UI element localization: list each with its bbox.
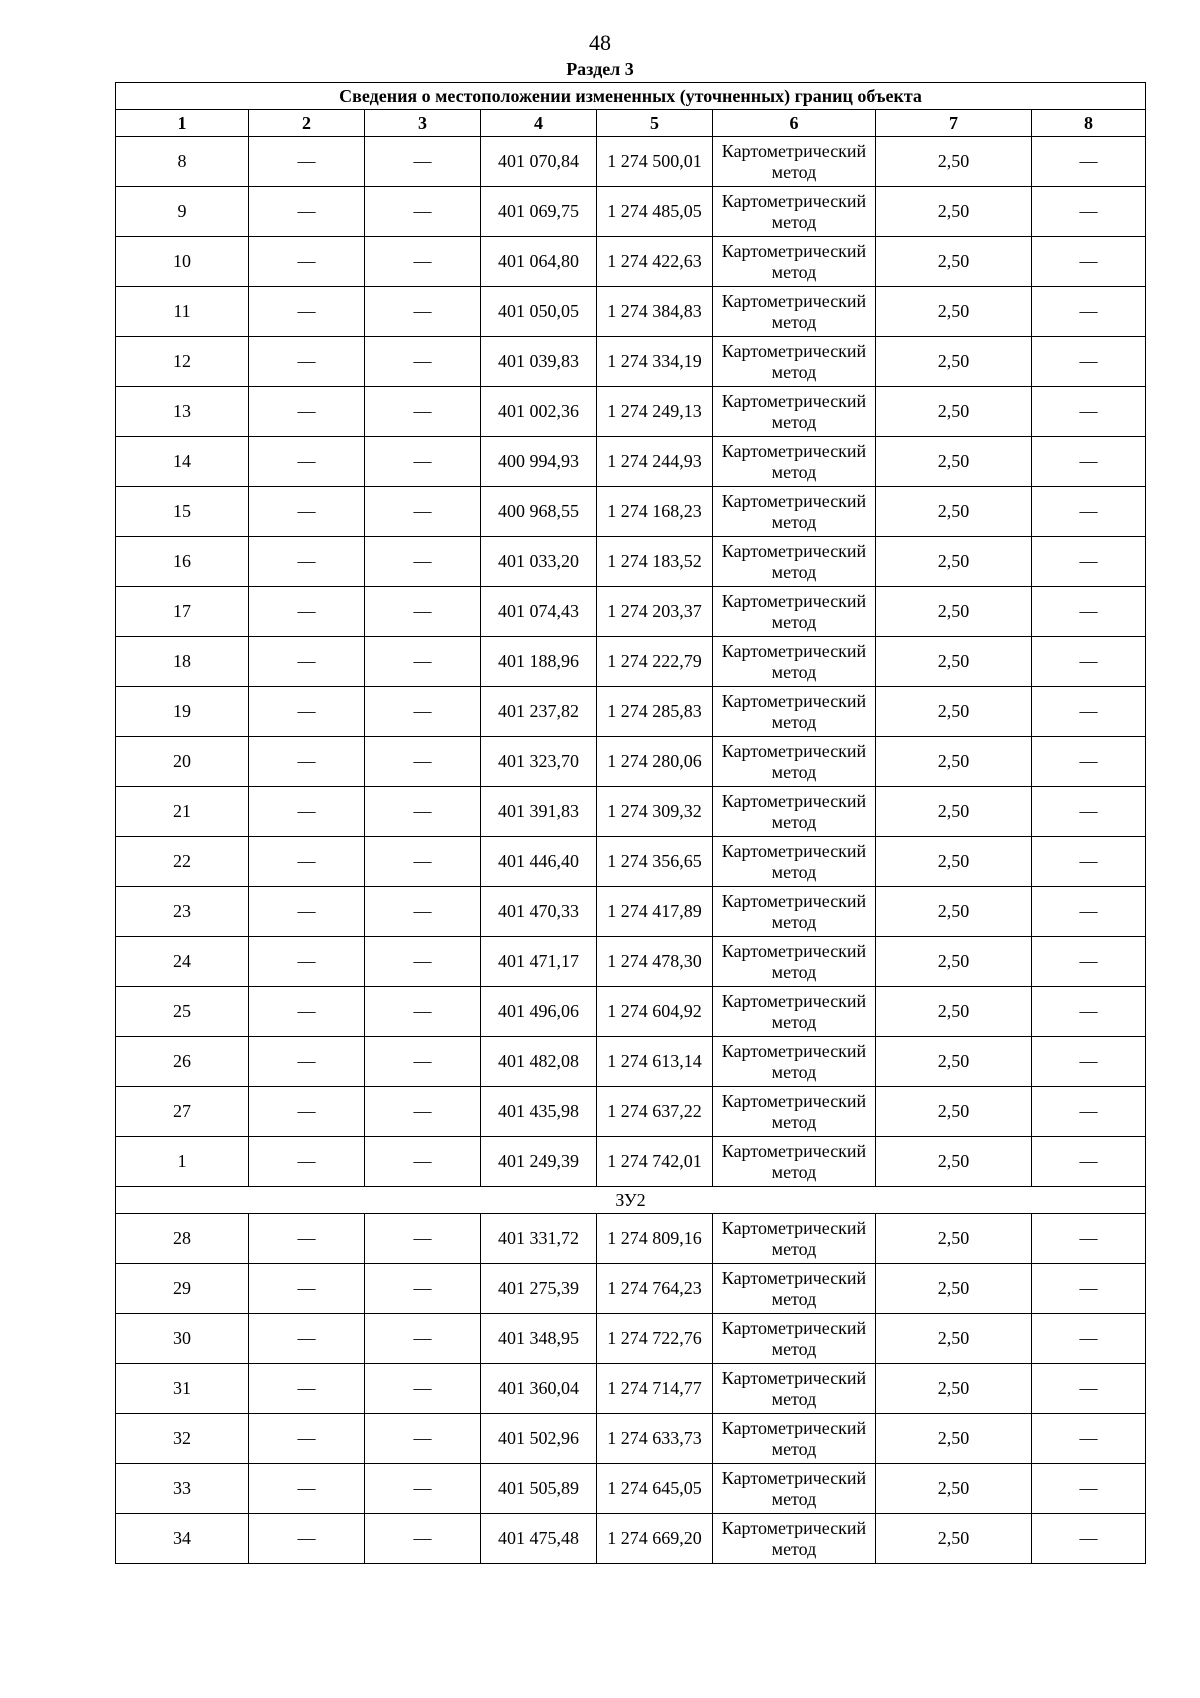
table-body [116,137,1146,1564]
section-title: Раздел 3 [566,59,634,79]
column-number: 4 [481,110,597,137]
col3-cell: — [365,1314,481,1364]
method-cell: Картометрический метод [713,587,876,637]
y-coordinate-cell: 1 274 764,23 [597,1264,713,1314]
col2-cell: — [249,787,365,837]
col8-cell: — [1032,437,1146,487]
method-cell: Картометрический метод [713,1464,876,1514]
col8-cell: — [1032,737,1146,787]
col8-cell: — [1032,1087,1146,1137]
y-coordinate-cell: 1 274 280,06 [597,737,713,787]
method-cell: Картометрический метод [713,387,876,437]
point-number-cell: 26 [116,1037,249,1087]
col3-cell: — [365,687,481,737]
group-header-row [116,1187,1146,1214]
table-row [116,787,1146,837]
x-coordinate-cell: 401 496,06 [481,987,597,1037]
table-row [116,137,1146,187]
point-number-cell: 12 [116,337,249,387]
point-number-cell: 14 [116,437,249,487]
x-coordinate-cell: 401 471,17 [481,937,597,987]
accuracy-cell: 2,50 [876,1464,1032,1514]
column-number: 5 [597,110,713,137]
col8-cell: — [1032,1137,1146,1187]
x-coordinate-cell: 401 482,08 [481,1037,597,1087]
method-cell: Картометрический метод [713,687,876,737]
accuracy-cell: 2,50 [876,1414,1032,1464]
col2-cell: — [249,937,365,987]
method-cell: Картометрический метод [713,937,876,987]
col8-cell: — [1032,887,1146,937]
table-row [116,737,1146,787]
col3-cell: — [365,1214,481,1264]
point-number-cell: 23 [116,887,249,937]
x-coordinate-cell: 401 435,98 [481,1087,597,1137]
col3-cell: — [365,187,481,237]
y-coordinate-cell: 1 274 244,93 [597,437,713,487]
x-coordinate-cell: 401 249,39 [481,1137,597,1187]
method-cell: Картометрический метод [713,187,876,237]
col3-cell: — [365,1414,481,1464]
method-cell: Картометрический метод [713,787,876,837]
col2-cell: — [249,1264,365,1314]
table-row [116,1314,1146,1364]
y-coordinate-cell: 1 274 356,65 [597,837,713,887]
point-number-cell: 19 [116,687,249,737]
point-number-cell: 22 [116,837,249,887]
col2-cell: — [249,487,365,537]
col8-cell: — [1032,687,1146,737]
accuracy-cell: 2,50 [876,137,1032,187]
method-cell: Картометрический метод [713,1314,876,1364]
x-coordinate-cell: 400 968,55 [481,487,597,537]
y-coordinate-cell: 1 274 309,32 [597,787,713,837]
table-row [116,837,1146,887]
col2-cell: — [249,1087,365,1137]
col3-cell: — [365,487,481,537]
y-coordinate-cell: 1 274 384,83 [597,287,713,337]
x-coordinate-cell: 401 275,39 [481,1264,597,1314]
accuracy-cell: 2,50 [876,287,1032,337]
accuracy-cell: 2,50 [876,787,1032,837]
accuracy-cell: 2,50 [876,337,1032,387]
col3-cell: — [365,287,481,337]
accuracy-cell: 2,50 [876,587,1032,637]
y-coordinate-cell: 1 274 714,77 [597,1364,713,1414]
x-coordinate-cell: 401 039,83 [481,337,597,387]
y-coordinate-cell: 1 274 222,79 [597,637,713,687]
table-row [116,1264,1146,1314]
col3-cell: — [365,937,481,987]
col2-cell: — [249,1137,365,1187]
y-coordinate-cell: 1 274 203,37 [597,587,713,637]
col8-cell: — [1032,1514,1146,1564]
y-coordinate-cell: 1 274 669,20 [597,1514,713,1564]
col8-cell: — [1032,1464,1146,1514]
table-caption: Сведения о местоположении измененных (уточненных) границ объекта [116,83,1146,110]
accuracy-cell: 2,50 [876,1087,1032,1137]
table-row [116,537,1146,587]
method-cell: Картометрический метод [713,1137,876,1187]
accuracy-cell: 2,50 [876,1364,1032,1414]
col2-cell: — [249,987,365,1037]
table-row [116,337,1146,387]
col8-cell: — [1032,537,1146,587]
accuracy-cell: 2,50 [876,837,1032,887]
col3-cell: — [365,1037,481,1087]
point-number-cell: 33 [116,1464,249,1514]
method-cell: Картометрический метод [713,237,876,287]
x-coordinate-cell: 401 074,43 [481,587,597,637]
x-coordinate-cell: 401 237,82 [481,687,597,737]
accuracy-cell: 2,50 [876,1214,1032,1264]
x-coordinate-cell: 401 348,95 [481,1314,597,1364]
method-cell: Картометрический метод [713,1514,876,1564]
method-cell: Картометрический метод [713,837,876,887]
col8-cell: — [1032,287,1146,337]
col3-cell: — [365,887,481,937]
point-number-cell: 31 [116,1364,249,1414]
col8-cell: — [1032,837,1146,887]
point-number-cell: 17 [116,587,249,637]
y-coordinate-cell: 1 274 633,73 [597,1414,713,1464]
column-number: 3 [365,110,481,137]
col2-cell: — [249,287,365,337]
accuracy-cell: 2,50 [876,737,1032,787]
col3-cell: — [365,1087,481,1137]
table-row [116,937,1146,987]
y-coordinate-cell: 1 274 645,05 [597,1464,713,1514]
col2-cell: — [249,437,365,487]
x-coordinate-cell: 401 446,40 [481,837,597,887]
y-coordinate-cell: 1 274 809,16 [597,1214,713,1264]
col3-cell: — [365,787,481,837]
col8-cell: — [1032,1364,1146,1414]
method-cell: Картометрический метод [713,537,876,587]
y-coordinate-cell: 1 274 722,76 [597,1314,713,1364]
col2-cell: — [249,1514,365,1564]
col8-cell: — [1032,337,1146,387]
method-cell: Картометрический метод [713,987,876,1037]
table-row [116,237,1146,287]
x-coordinate-cell: 401 033,20 [481,537,597,587]
col2-cell: — [249,587,365,637]
col8-cell: — [1032,387,1146,437]
table-row [116,1514,1146,1564]
accuracy-cell: 2,50 [876,1137,1032,1187]
col2-cell: — [249,837,365,887]
col8-cell: — [1032,1264,1146,1314]
method-cell: Картометрический метод [713,337,876,387]
col3-cell: — [365,137,481,187]
point-number-cell: 11 [116,287,249,337]
y-coordinate-cell: 1 274 613,14 [597,1037,713,1087]
col2-cell: — [249,737,365,787]
point-number-cell: 28 [116,1214,249,1264]
table-row [116,287,1146,337]
point-number-cell: 9 [116,187,249,237]
col2-cell: — [249,537,365,587]
col8-cell: — [1032,637,1146,687]
col2-cell: — [249,1037,365,1087]
method-cell: Картометрический метод [713,1364,876,1414]
point-number-cell: 27 [116,1087,249,1137]
y-coordinate-cell: 1 274 485,05 [597,187,713,237]
col8-cell: — [1032,1414,1146,1464]
group-label: ЗУ2 [116,1187,1146,1214]
point-number-cell: 1 [116,1137,249,1187]
method-cell: Картометрический метод [713,137,876,187]
col3-cell: — [365,737,481,787]
accuracy-cell: 2,50 [876,937,1032,987]
x-coordinate-cell: 401 505,89 [481,1464,597,1514]
method-cell: Картометрический метод [713,1264,876,1314]
method-cell: Картометрический метод [713,437,876,487]
col2-cell: — [249,1364,365,1414]
table-row [116,687,1146,737]
col2-cell: — [249,387,365,437]
accuracy-cell: 2,50 [876,1264,1032,1314]
point-number-cell: 8 [116,137,249,187]
y-coordinate-cell: 1 274 637,22 [597,1087,713,1137]
col3-cell: — [365,237,481,287]
col2-cell: — [249,237,365,287]
column-number: 1 [116,110,249,137]
column-number: 6 [713,110,876,137]
accuracy-cell: 2,50 [876,637,1032,687]
method-cell: Картометрический метод [713,1414,876,1464]
col8-cell: — [1032,1214,1146,1264]
col3-cell: — [365,537,481,587]
table-row [116,887,1146,937]
point-number-cell: 21 [116,787,249,837]
point-number-cell: 34 [116,1514,249,1564]
table-row [116,1414,1146,1464]
x-coordinate-cell: 401 323,70 [481,737,597,787]
col3-cell: — [365,1364,481,1414]
y-coordinate-cell: 1 274 500,01 [597,137,713,187]
accuracy-cell: 2,50 [876,1514,1032,1564]
y-coordinate-cell: 1 274 285,83 [597,687,713,737]
column-number: 2 [249,110,365,137]
col3-cell: — [365,837,481,887]
col2-cell: — [249,637,365,687]
col8-cell: — [1032,987,1146,1037]
col2-cell: — [249,337,365,387]
accuracy-cell: 2,50 [876,1314,1032,1364]
accuracy-cell: 2,50 [876,387,1032,437]
col3-cell: — [365,1464,481,1514]
y-coordinate-cell: 1 274 249,13 [597,387,713,437]
x-coordinate-cell: 401 070,84 [481,137,597,187]
col8-cell: — [1032,237,1146,287]
table-row [116,437,1146,487]
col2-cell: — [249,187,365,237]
col8-cell: — [1032,137,1146,187]
method-cell: Картометрический метод [713,287,876,337]
method-cell: Картометрический метод [713,887,876,937]
col3-cell: — [365,387,481,437]
accuracy-cell: 2,50 [876,187,1032,237]
col8-cell: — [1032,787,1146,837]
col3-cell: — [365,637,481,687]
point-number-cell: 10 [116,237,249,287]
col3-cell: — [365,337,481,387]
point-number-cell: 15 [116,487,249,537]
accuracy-cell: 2,50 [876,687,1032,737]
x-coordinate-cell: 401 470,33 [481,887,597,937]
col2-cell: — [249,137,365,187]
method-cell: Картометрический метод [713,737,876,787]
col3-cell: — [365,437,481,487]
col2-cell: — [249,1414,365,1464]
accuracy-cell: 2,50 [876,987,1032,1037]
x-coordinate-cell: 401 064,80 [481,237,597,287]
col2-cell: — [249,1214,365,1264]
x-coordinate-cell: 401 391,83 [481,787,597,837]
accuracy-cell: 2,50 [876,1037,1032,1087]
point-number-cell: 16 [116,537,249,587]
table-row [116,1087,1146,1137]
table-row [116,1464,1146,1514]
col2-cell: — [249,1314,365,1364]
col8-cell: — [1032,587,1146,637]
x-coordinate-cell: 401 069,75 [481,187,597,237]
col2-cell: — [249,1464,365,1514]
accuracy-cell: 2,50 [876,487,1032,537]
column-number: 8 [1032,110,1146,137]
col8-cell: — [1032,937,1146,987]
col3-cell: — [365,987,481,1037]
x-coordinate-cell: 400 994,93 [481,437,597,487]
point-number-cell: 30 [116,1314,249,1364]
x-coordinate-cell: 401 502,96 [481,1414,597,1464]
x-coordinate-cell: 401 475,48 [481,1514,597,1564]
table-row [116,1137,1146,1187]
col3-cell: — [365,587,481,637]
accuracy-cell: 2,50 [876,437,1032,487]
y-coordinate-cell: 1 274 478,30 [597,937,713,987]
col2-cell: — [249,687,365,737]
point-number-cell: 18 [116,637,249,687]
page-number: 48 [589,30,611,55]
accuracy-cell: 2,50 [876,537,1032,587]
table-row [116,987,1146,1037]
table-row [116,487,1146,537]
method-cell: Картометрический метод [713,1037,876,1087]
column-number: 7 [876,110,1032,137]
method-cell: Картометрический метод [713,637,876,687]
col8-cell: — [1032,487,1146,537]
point-number-cell: 13 [116,387,249,437]
method-cell: Картометрический метод [713,1214,876,1264]
point-number-cell: 32 [116,1414,249,1464]
x-coordinate-cell: 401 188,96 [481,637,597,687]
y-coordinate-cell: 1 274 334,19 [597,337,713,387]
y-coordinate-cell: 1 274 417,89 [597,887,713,937]
point-number-cell: 25 [116,987,249,1037]
y-coordinate-cell: 1 274 604,92 [597,987,713,1037]
table-row [116,637,1146,687]
y-coordinate-cell: 1 274 168,23 [597,487,713,537]
y-coordinate-cell: 1 274 422,63 [597,237,713,287]
table-row [116,387,1146,437]
point-number-cell: 29 [116,1264,249,1314]
table-row [116,587,1146,637]
table-row [116,187,1146,237]
y-coordinate-cell: 1 274 742,01 [597,1137,713,1187]
table-row [116,1364,1146,1414]
x-coordinate-cell: 401 360,04 [481,1364,597,1414]
method-cell: Картометрический метод [713,1087,876,1137]
y-coordinate-cell: 1 274 183,52 [597,537,713,587]
method-cell: Картометрический метод [713,487,876,537]
x-coordinate-cell: 401 050,05 [481,287,597,337]
col8-cell: — [1032,1314,1146,1364]
col2-cell: — [249,887,365,937]
column-number-row [116,110,1146,137]
accuracy-cell: 2,50 [876,237,1032,287]
col3-cell: — [365,1514,481,1564]
table-row [116,1037,1146,1087]
x-coordinate-cell: 401 331,72 [481,1214,597,1264]
point-number-cell: 24 [116,937,249,987]
col8-cell: — [1032,1037,1146,1087]
boundary-coordinates-table [115,82,1146,1564]
col3-cell: — [365,1264,481,1314]
col8-cell: — [1032,187,1146,237]
accuracy-cell: 2,50 [876,887,1032,937]
x-coordinate-cell: 401 002,36 [481,387,597,437]
table-row [116,1214,1146,1264]
point-number-cell: 20 [116,737,249,787]
col3-cell: — [365,1137,481,1187]
